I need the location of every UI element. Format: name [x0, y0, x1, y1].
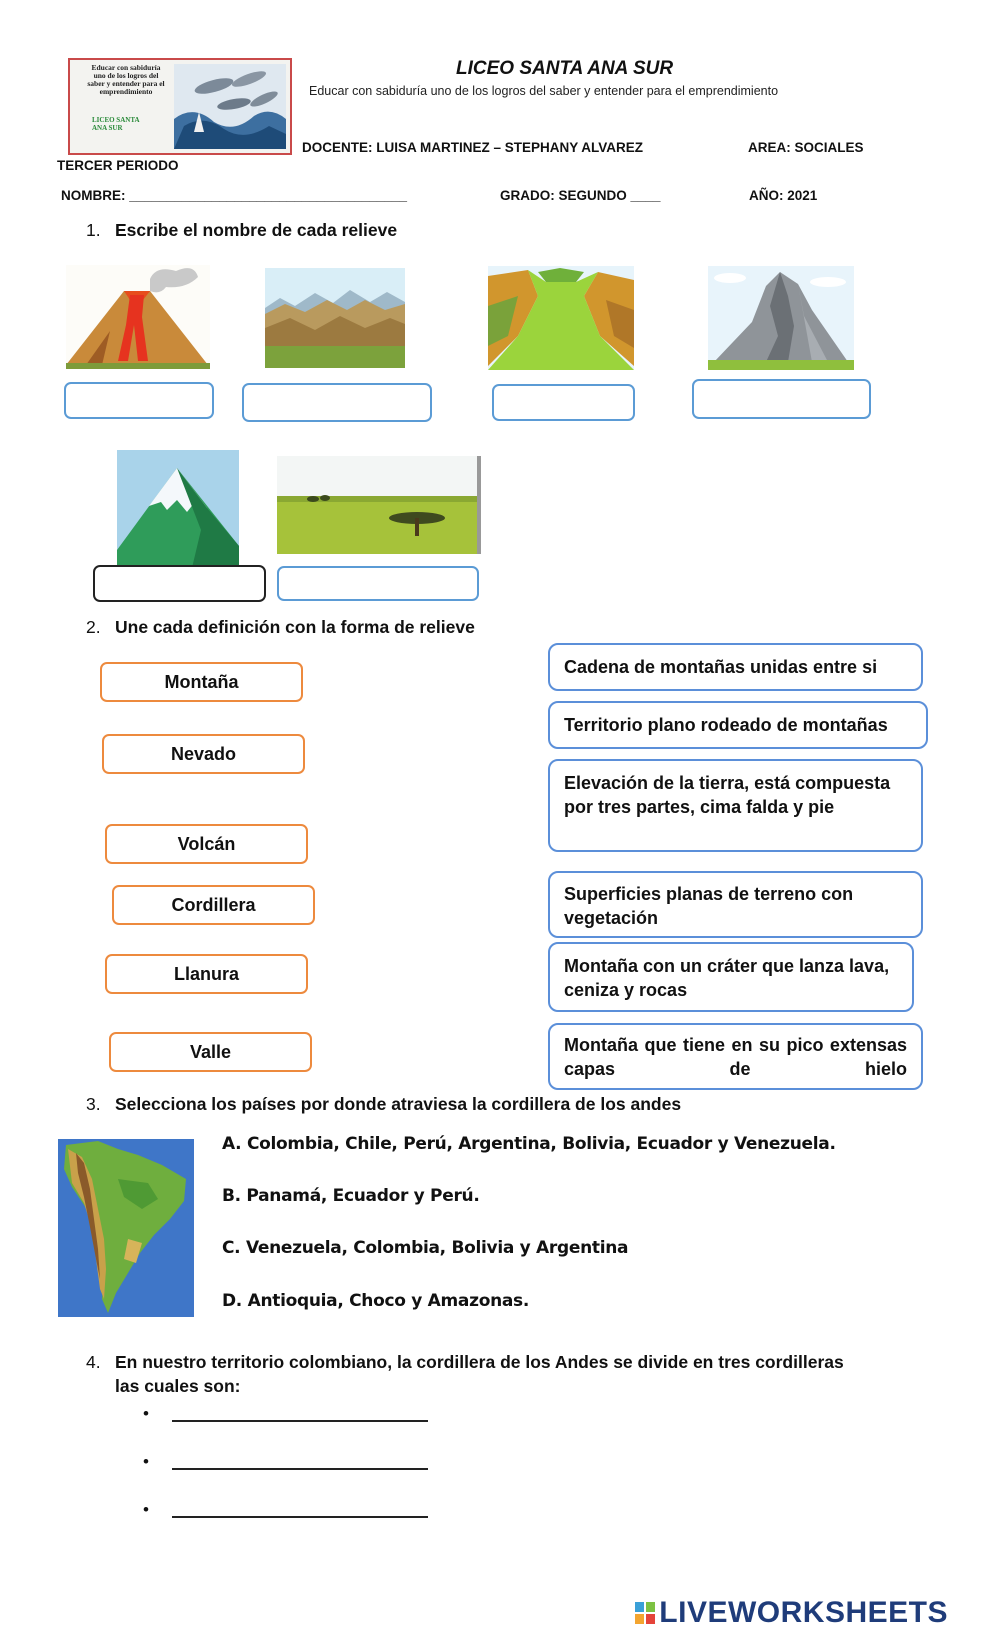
option-c[interactable]: C. Venezuela, Colombia, Bolivia y Argentina — [222, 1238, 629, 1258]
definition-2[interactable]: Territorio plano rodeado de montañas — [548, 701, 928, 749]
term-llanura[interactable]: Llanura — [105, 954, 308, 994]
school-logo — [68, 58, 292, 155]
grade-label: GRADO: SEGUNDO ____ — [500, 188, 661, 203]
q2-prompt: Une cada definición con la forma de relieve — [115, 617, 475, 637]
bullet-2: • — [143, 1452, 149, 1471]
logo-school-name: LICEO SANTA ANA SUR — [92, 116, 140, 132]
teachers-label: DOCENTE: LUISA MARTINEZ – STEPHANY ALVAREZ — [302, 140, 644, 155]
answer-box-6[interactable] — [277, 566, 479, 601]
option-a[interactable]: A. Colombia, Chile, Perú, Argentina, Bolivia, Ecuador y Venezuela. — [222, 1134, 836, 1154]
name-field-label: NOMBRE: _____________________________________ — [61, 188, 408, 203]
answer-box-5[interactable] — [93, 565, 266, 602]
term-valle[interactable]: Valle — [109, 1032, 312, 1072]
area-label: AREA: SOCIALES — [748, 140, 864, 155]
q4-prompt-line1: En nuestro territorio colombiano, la cordillera de los Andes se divide en tres cordilleras — [115, 1352, 844, 1372]
option-b[interactable]: B. Panamá, Ecuador y Perú. — [222, 1186, 480, 1206]
answer-box-3[interactable] — [492, 384, 635, 421]
school-title: LICEO SANTA ANA SUR — [456, 58, 674, 79]
liveworksheets-brand — [635, 1596, 948, 1630]
option-d[interactable]: D. Antioquia, Choco y Amazonas. — [222, 1291, 530, 1311]
answer-line-3[interactable] — [172, 1516, 428, 1518]
term-volcan[interactable]: Volcán — [105, 824, 308, 864]
definition-5[interactable]: Montaña con un cráter que lanza lava, ceniza y rocas — [548, 942, 914, 1012]
mountain-range-image — [265, 268, 405, 368]
definition-1[interactable]: Cadena de montañas unidas entre si — [548, 643, 923, 691]
term-nevado[interactable]: Nevado — [102, 734, 305, 774]
answer-line-1[interactable] — [172, 1420, 428, 1422]
answer-box-2[interactable] — [242, 383, 432, 422]
bullet-1: • — [143, 1404, 149, 1423]
definition-6[interactable]: Montaña que tiene en su pico extensas capas de hielo — [548, 1023, 923, 1090]
term-cordillera[interactable]: Cordillera — [112, 885, 315, 925]
brand-icon — [635, 1598, 655, 1620]
q4-number: 4. — [86, 1352, 101, 1372]
q3-prompt: Selecciona los países por donde atraviesa la cordillera de los andes — [115, 1094, 682, 1114]
answer-box-1[interactable] — [64, 382, 214, 419]
period-label: TERCER PERIODO — [57, 158, 179, 173]
valley-image — [488, 266, 634, 370]
definition-3[interactable]: Elevación de la tierra, está compuesta por tres partes, cima falda y pie — [548, 759, 923, 852]
answer-box-4[interactable] — [692, 379, 871, 419]
snowy-peak-image — [117, 450, 239, 572]
south-america-map-image — [58, 1139, 194, 1317]
q1-number: 1. — [86, 220, 101, 240]
school-motto: Educar con sabiduría uno de los logros del saber y entender para el emprendimiento — [309, 84, 779, 98]
dolphins-logo-art — [174, 64, 286, 149]
q4-prompt-line2: las cuales son: — [115, 1376, 241, 1396]
q3-number: 3. — [86, 1094, 101, 1114]
logo-text: Educar con sabiduría uno de los logros del saber y entender para el emprendimiento — [87, 63, 165, 96]
mountain-image — [708, 266, 854, 370]
brand-text: LIVEWORKSHEETS — [659, 1596, 948, 1629]
q1-prompt: Escribe el nombre de cada relieve — [115, 220, 398, 240]
answer-line-2[interactable] — [172, 1468, 428, 1470]
bullet-3: • — [143, 1500, 149, 1519]
term-montana[interactable]: Montaña — [100, 662, 303, 702]
volcano-image — [66, 265, 210, 369]
q2-number: 2. — [86, 617, 101, 637]
definition-4[interactable]: Superficies planas de terreno con vegetación — [548, 871, 923, 938]
plain-image — [277, 456, 481, 554]
year-label: AÑO: 2021 — [749, 188, 818, 203]
